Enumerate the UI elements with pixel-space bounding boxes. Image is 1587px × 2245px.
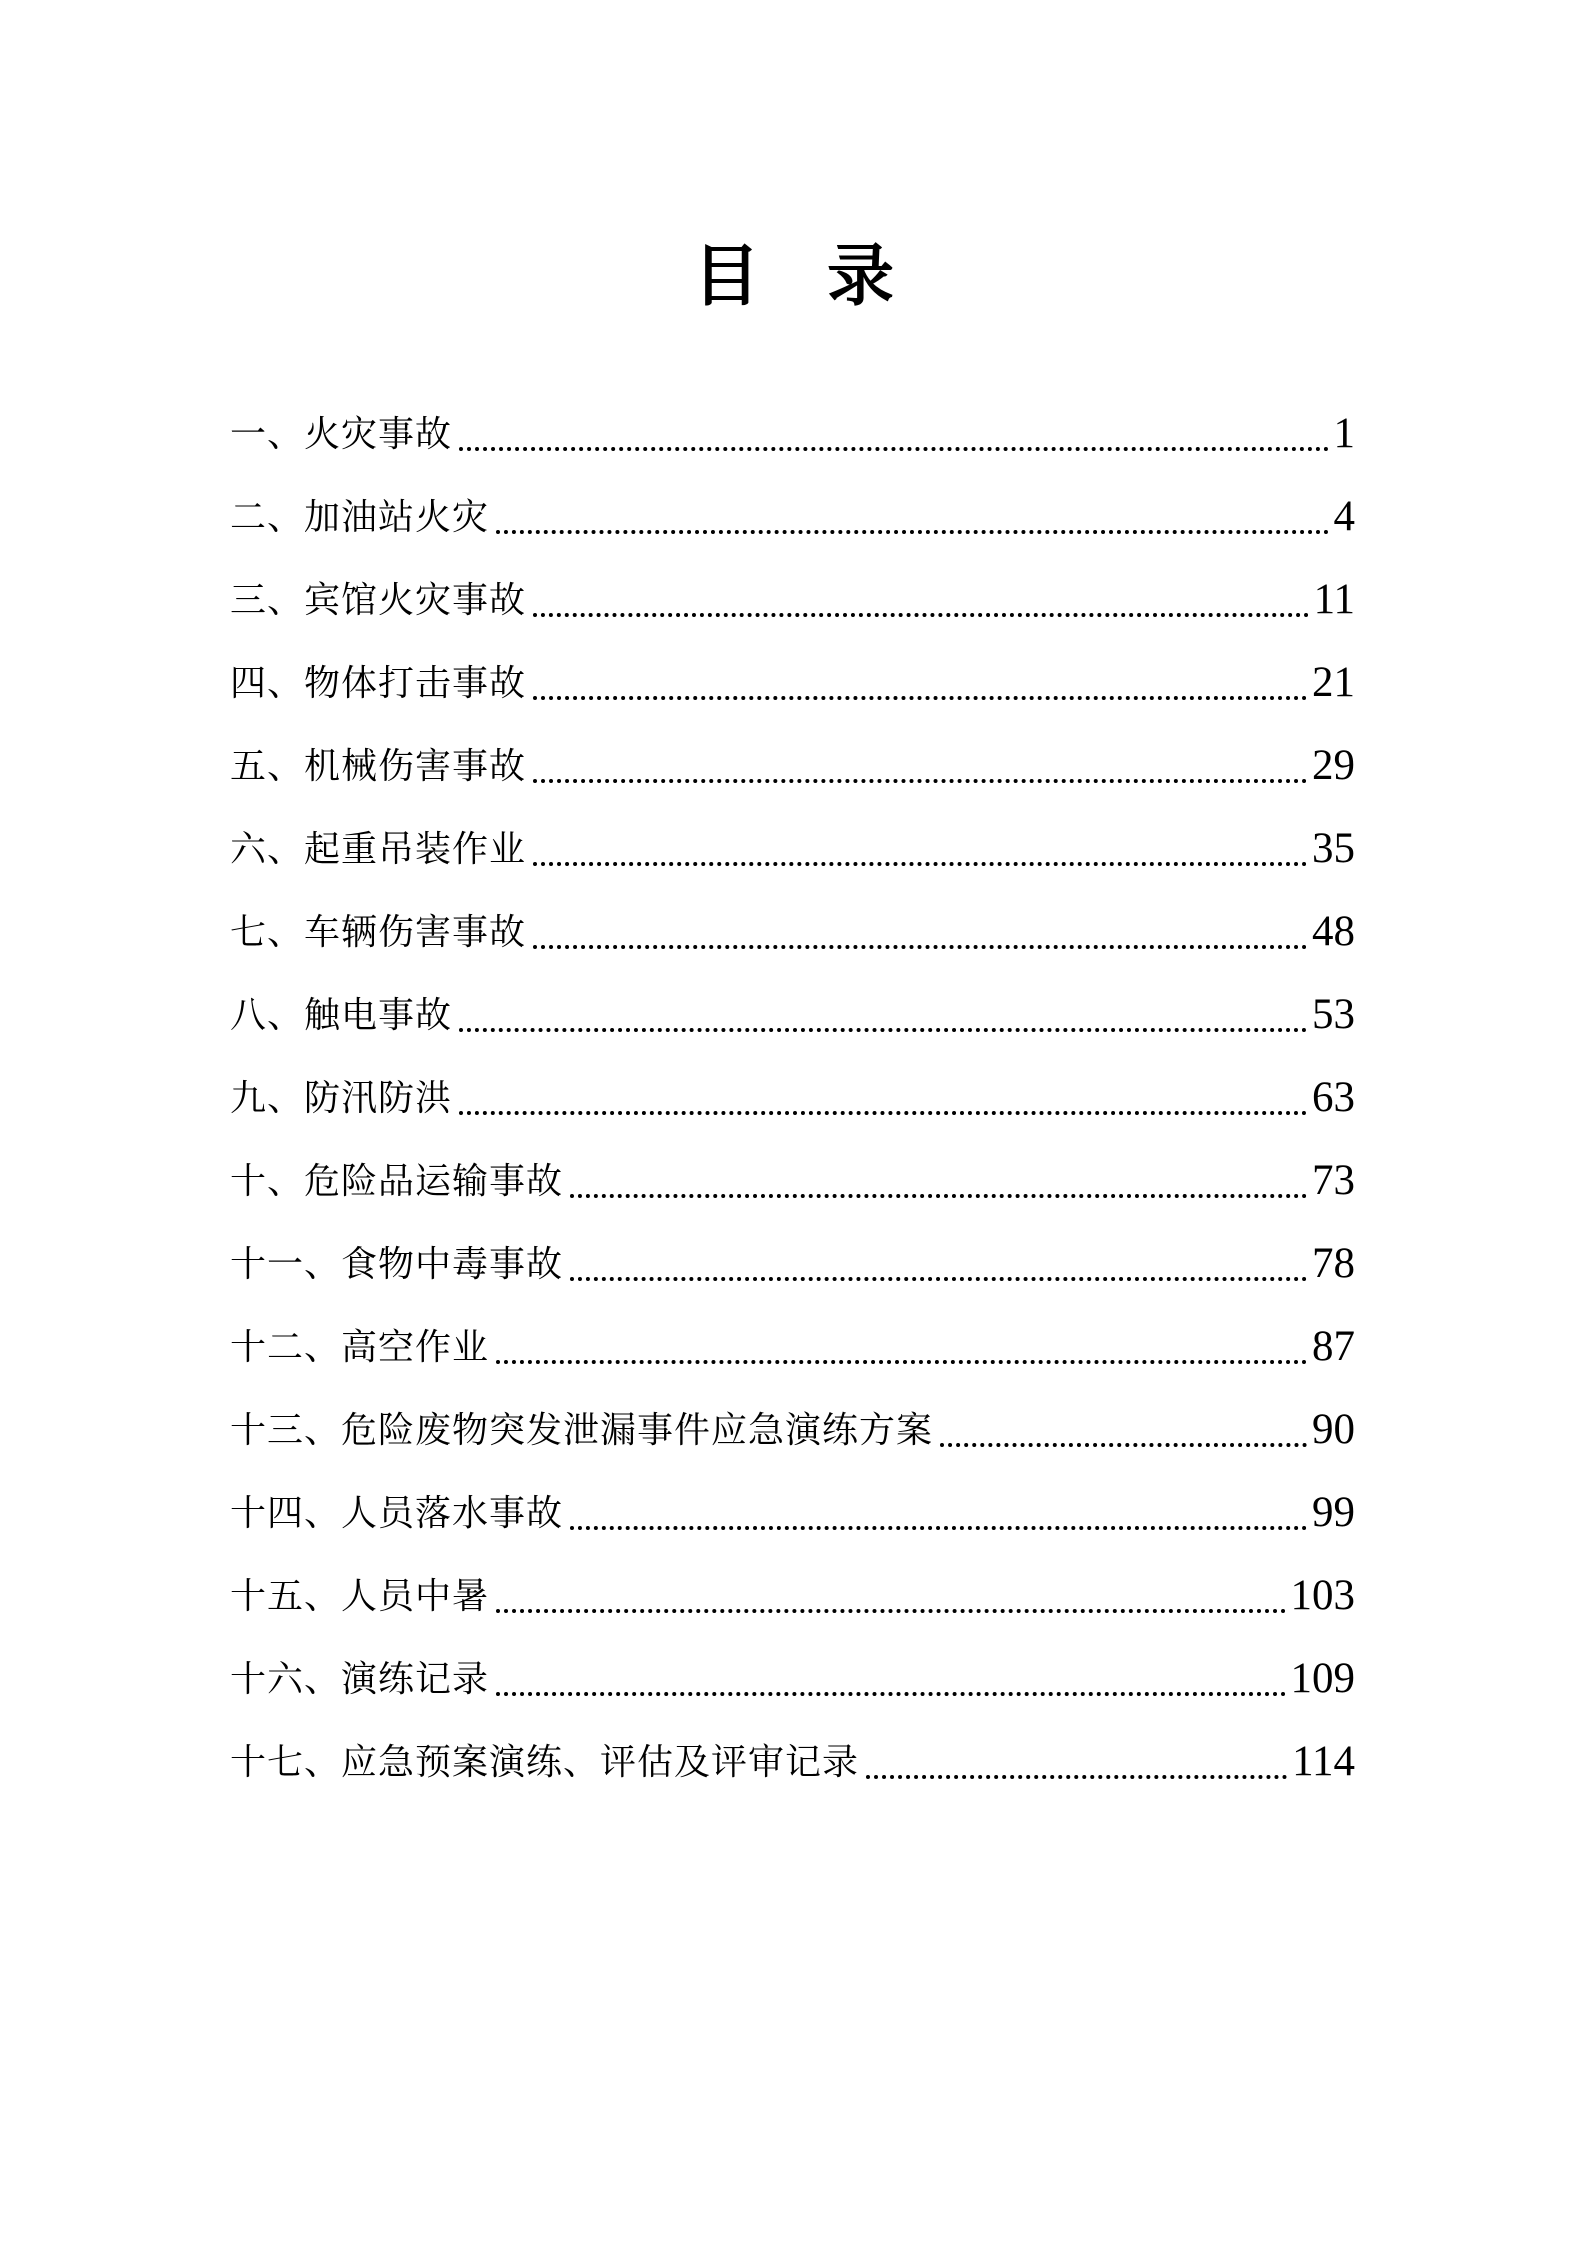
toc-entry-label: 六、起重吊装作业 — [230, 828, 527, 869]
toc-entry-page-number: 21 — [1312, 659, 1355, 706]
toc-entry-page-number: 114 — [1292, 1738, 1355, 1785]
toc-entry[interactable] — [230, 639, 1355, 722]
page-title: 目 录 — [693, 239, 894, 314]
toc-entry-label: 十二、高空作业 — [230, 1326, 490, 1367]
toc-dotted-leader — [496, 1658, 1285, 1696]
toc-entry-label: 三、宾馆火灾事故 — [230, 579, 527, 620]
toc-dotted-leader — [533, 579, 1309, 617]
toc-entry-label: 十三、危险废物突发泄漏事件应急演练方案 — [230, 1409, 934, 1450]
toc-entry-page-number: 29 — [1312, 742, 1355, 789]
toc-entry-page-number: 63 — [1312, 1074, 1355, 1121]
toc-entry[interactable] — [230, 1386, 1355, 1469]
toc-entry-page-number: 109 — [1290, 1655, 1355, 1702]
toc-entry[interactable] — [230, 1635, 1355, 1718]
toc-entry-label: 九、防汛防洪 — [230, 1077, 453, 1118]
toc-entry-label: 四、物体打击事故 — [230, 662, 527, 703]
toc-dotted-leader — [570, 1160, 1307, 1198]
toc-dotted-leader — [496, 1326, 1307, 1364]
toc-entry-page-number: 48 — [1312, 908, 1355, 955]
toc-entry[interactable] — [230, 556, 1355, 639]
toc-list — [230, 390, 1355, 1801]
toc-entry-page-number: 87 — [1312, 1323, 1355, 1370]
toc-entry-page-number: 53 — [1312, 991, 1355, 1038]
toc-dotted-leader — [459, 1077, 1307, 1115]
toc-entry[interactable] — [230, 1469, 1355, 1552]
toc-entry[interactable] — [230, 722, 1355, 805]
toc-entry[interactable] — [230, 805, 1355, 888]
toc-entry[interactable] — [230, 888, 1355, 971]
toc-entry[interactable] — [230, 1718, 1355, 1801]
toc-entry-label: 八、触电事故 — [230, 994, 453, 1035]
toc-dotted-leader — [533, 745, 1307, 783]
toc-dotted-leader — [496, 496, 1328, 534]
toc-entry-page-number: 90 — [1312, 1406, 1355, 1453]
toc-dotted-leader — [459, 994, 1307, 1032]
toc-entry-page-number: 73 — [1312, 1157, 1355, 1204]
toc-dotted-leader — [533, 828, 1307, 866]
toc-entry-page-number: 4 — [1333, 493, 1355, 540]
toc-entry-label: 十四、人员落水事故 — [230, 1492, 564, 1533]
toc-entry-label: 五、机械伤害事故 — [230, 745, 527, 786]
toc-entry-page-number: 11 — [1313, 576, 1355, 623]
toc-entry-page-number: 99 — [1312, 1489, 1355, 1536]
toc-entry[interactable] — [230, 1220, 1355, 1303]
toc-entry-label: 十一、食物中毒事故 — [230, 1243, 564, 1284]
toc-dotted-leader — [533, 662, 1307, 700]
toc-entry[interactable] — [230, 390, 1355, 473]
toc-entry-page-number: 103 — [1290, 1572, 1355, 1619]
toc-entry-page-number: 35 — [1312, 825, 1355, 872]
toc-entry-label: 十、危险品运输事故 — [230, 1160, 564, 1201]
toc-entry-label: 一、火灾事故 — [230, 413, 453, 454]
toc-dotted-leader — [459, 413, 1328, 451]
toc-entry[interactable] — [230, 1303, 1355, 1386]
toc-entry[interactable] — [230, 473, 1355, 556]
toc-dotted-leader — [533, 911, 1307, 949]
toc-entry-label: 二、加油站火灾 — [230, 496, 490, 537]
toc-entry-label: 十六、演练记录 — [230, 1658, 490, 1699]
toc-entry-page-number: 78 — [1312, 1240, 1355, 1287]
toc-dotted-leader — [866, 1741, 1287, 1779]
toc-entry[interactable] — [230, 1054, 1355, 1137]
toc-dotted-leader — [570, 1492, 1307, 1530]
toc-entry[interactable] — [230, 971, 1355, 1054]
toc-dotted-leader — [940, 1409, 1307, 1447]
toc-entry[interactable] — [230, 1137, 1355, 1220]
toc-entry[interactable] — [230, 1552, 1355, 1635]
toc-entry-page-number: 1 — [1333, 410, 1355, 457]
toc-dotted-leader — [496, 1575, 1285, 1613]
toc-entry-label: 七、车辆伤害事故 — [230, 911, 527, 952]
toc-entry-label: 十七、应急预案演练、评估及评审记录 — [230, 1741, 860, 1782]
toc-entry-label: 十五、人员中暑 — [230, 1575, 490, 1616]
toc-dotted-leader — [570, 1243, 1307, 1281]
